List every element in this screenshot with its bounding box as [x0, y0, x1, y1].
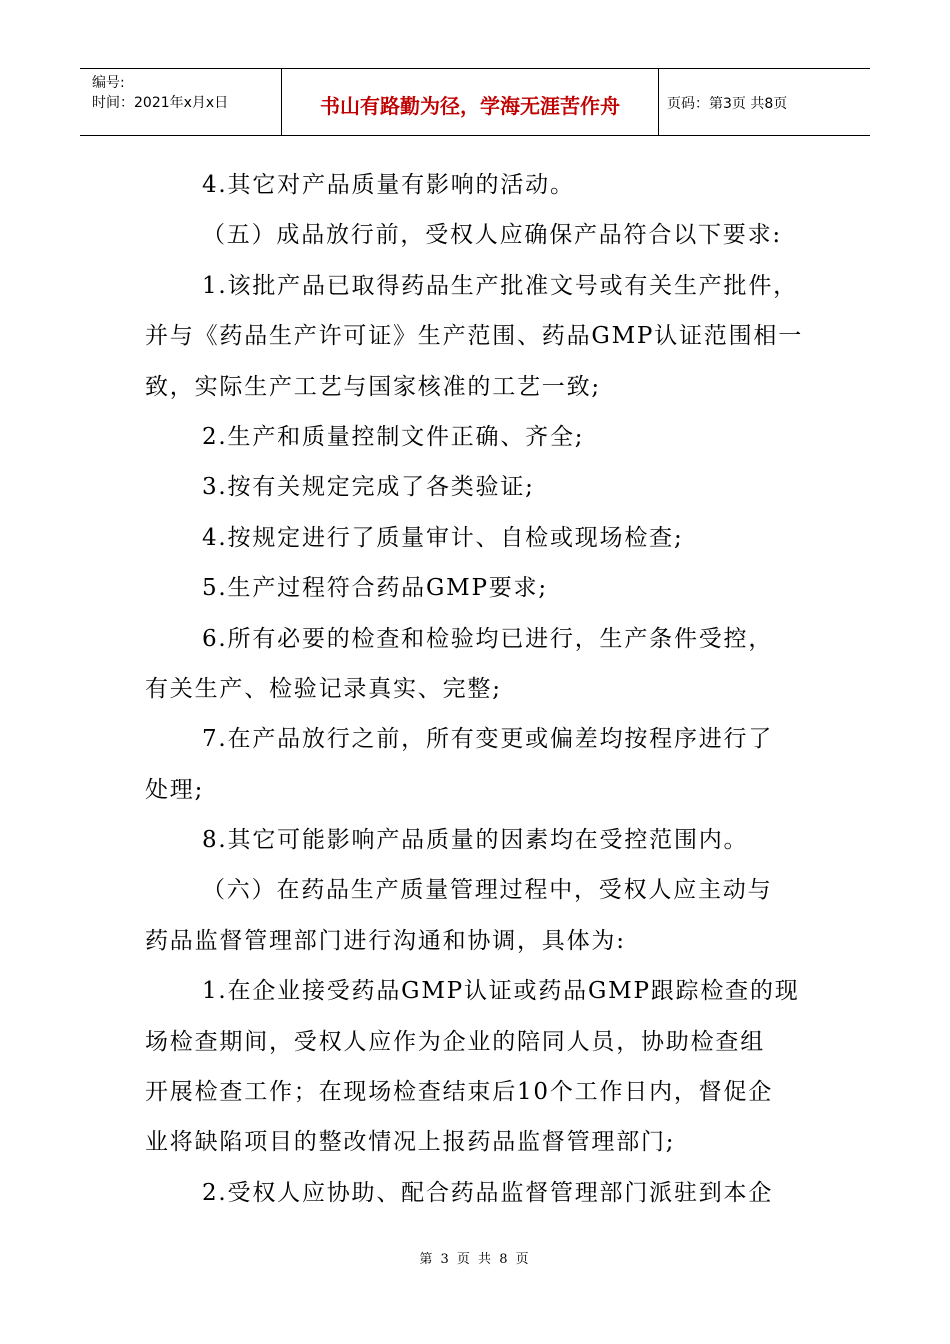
text-line: 8.其它可能影响产品质量的因素均在受控范围内。	[202, 827, 749, 854]
document-number-label: 编号:	[92, 75, 125, 91]
text-line: 1.该批产品已取得药品生产批准文号或有关生产批件，	[202, 272, 798, 299]
header-motto: 书山有路勤为径，学海无涯苦作舟	[282, 69, 659, 135]
text-line: 药品监督管理部门进行沟通和协调，具体为:	[145, 927, 626, 954]
text-line: 开展检查工作；在现场检查结束后10个工作日内，督促企	[145, 1079, 774, 1106]
page-header	[80, 68, 870, 136]
text-line: 场检查期间，受权人应作为企业的陪同人员，协助检查组	[145, 1028, 765, 1055]
header-page-number: 页码：第3页 共8页	[667, 96, 788, 112]
text-line: 7.在产品放行之前，所有变更或偏差均按程序进行了	[202, 726, 774, 753]
text-line: 1.在企业接受药品GMP认证或药品GMP跟踪检查的现	[202, 978, 800, 1005]
page-footer: 第 3 页 共 8 页	[419, 1252, 531, 1267]
text-line: 4.其它对产品质量有影响的活动。	[202, 172, 575, 198]
text-line: 3.按有关规定完成了各类验证;	[202, 474, 535, 501]
text-line: 2.受权人应协助、配合药品监督管理部门派驻到本企	[202, 1179, 774, 1206]
text-line: 有关生产、检验记录真实、完整;	[145, 675, 502, 702]
text-line: 4.按规定进行了质量审计、自检或现场检查;	[202, 524, 684, 551]
text-line: 处理;	[145, 776, 205, 803]
document-time-label: 时间：2021年x月x日	[92, 95, 229, 111]
text-line: （六）在药品生产质量管理过程中，受权人应主动与	[202, 877, 773, 904]
document-body	[145, 160, 810, 1218]
text-line: 2.生产和质量控制文件正确、齐全;	[202, 423, 585, 450]
text-line: （五）成品放行前，受权人应确保产品符合以下要求:	[202, 222, 782, 249]
header-meta	[80, 69, 282, 135]
text-line: 并与《药品生产许可证》生产范围、药品GMP认证范围相一	[145, 323, 803, 350]
text-line: 致，实际生产工艺与国家核准的工艺一致;	[145, 373, 601, 400]
text-line: 5.生产过程符合药品GMP要求;	[202, 575, 548, 602]
text-line: 业将缺陷项目的整改情况上报药品监督管理部门;	[145, 1129, 676, 1156]
text-line: 6.所有必要的检查和检验均已进行，生产条件受控，	[202, 625, 774, 652]
